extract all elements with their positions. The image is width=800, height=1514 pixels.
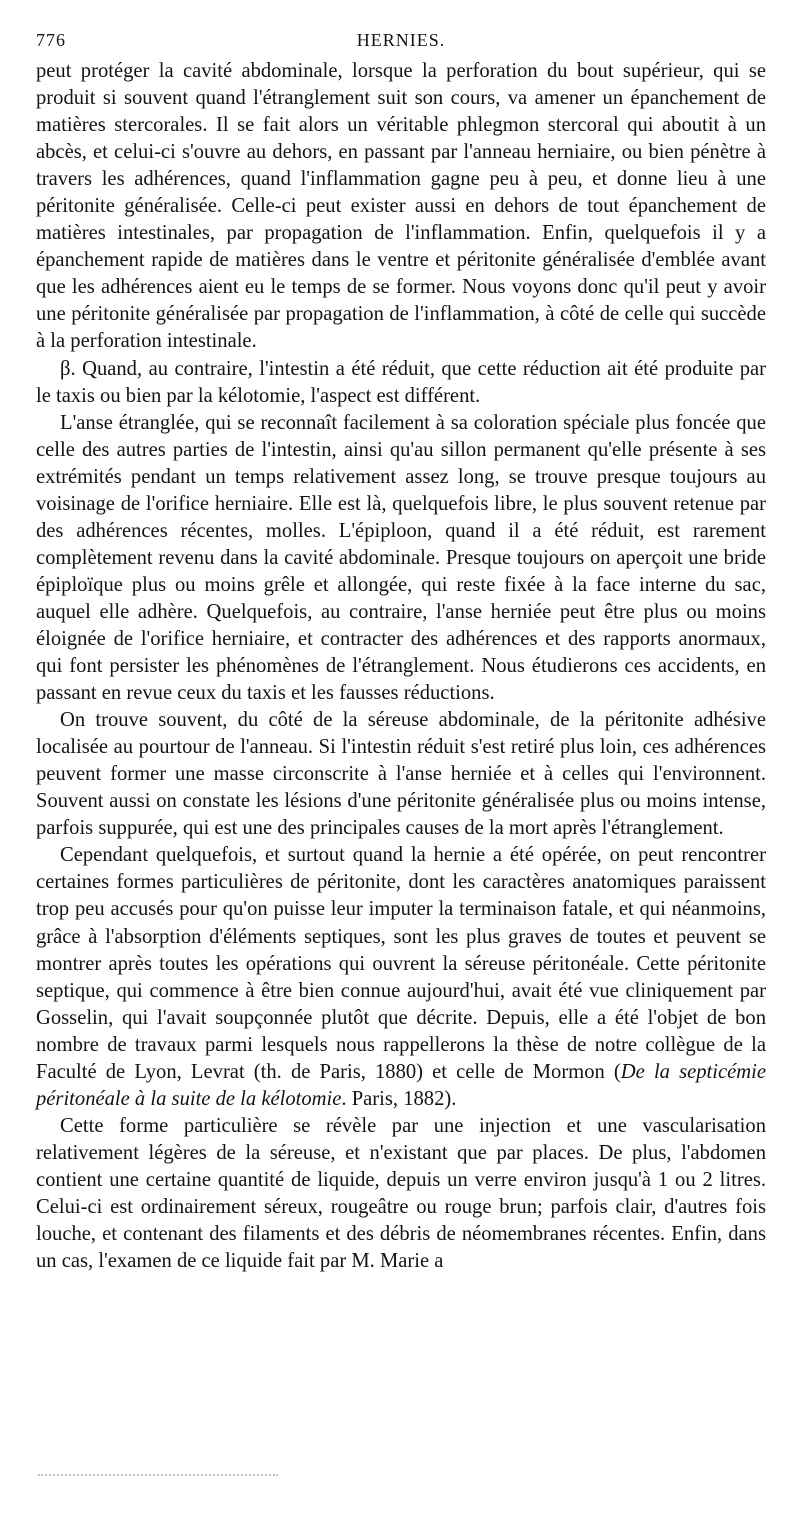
paragraph-septic-peritonitis [36,842,766,1112]
paragraph-beta: β. Quand, au contraire, l'intestin a été réduit, que cette réduction ait été produite par le taxis ou bien par la kélotomie, l'aspect est différent. [36,357,766,407]
page-number: 776 [36,30,66,50]
citation-tail: . Paris, 1882). [341,1087,457,1110]
footer-signature-rule [38,1474,278,1476]
book-page [36,30,766,1275]
paragraph-particular-form: Cette forme particulière se révèle par une injection et une vascularisation relativement légères de la séreuse, et n'existant que par places. De plus, l'abdomen contient une certaine quantité de liquide, depuis un verre environ jusqu'à 1 ou 2 litres. Celui-ci est ordinairement séreux, rougeâtre ou rouge brun; parfois clair, d'autres fois louche, et contenant des filaments et des débris de néomembranes récentes. Enfin, dans un cas, l'examen de ce liquide fait par M. Marie a [36,1114,766,1273]
paragraph-continuation: peut protéger la cavité abdominale, lorsque la perforation du bout supérieur, qui se produit si souvent quand l'étranglement suit son cours, va amener un épanchement de matières stercorales. Il se fait alors un véritable phlegmon stercoral qui aboutit à un abcès, et celui-ci s'ouvre au dehors, en passant par l'anneau herniaire, ou bien pénètre à travers les adhérences, quand l'inflammation gagne peu à peu, et donne lieu à une péritonite généralisée. Celle-ci peut exister aussi en dehors de tout épanchement de matières intestinales, par propagation de l'inflammation. Enfin, quelquefois il y a épanchement rapide de matières dans le ventre et péritonite généralisée d'emblée avant que les adhérences aient eu le temps de se former. Nous voyons donc qu'il peut y avoir une péritonite généralisée par propagation de l'inflammation, à côté de celle qui succède à la perforation intestinale. [36,60,766,353]
page-header [36,30,766,58]
paragraph-anse-etranglee: L'anse étranglée, qui se reconnaît facilement à sa coloration spéciale plus foncée que celle des autres parties de l'intestin, ainsi qu'au sillon permanent qu'elle présente à ses extrémités pendant un temps relativement assez long, se trouve presque toujours au voisinage de l'orifice herniaire. Elle est là, quelquefois libre, le plus souvent retenue par des adhérences récentes, molles. L'épiploon, quand il a été réduit, est rarement complètement revenu dans la cavité abdominale. Presque toujours on aperçoit une bride épiploïque plus ou moins grêle et allongée, qui reste fixée à la face interne du sac, auquel elle adhère. Quelquefois, au contraire, l'anse herniée peut être plus ou moins éloignée de l'orifice herniaire, et contracter des adhérences et des rapports anormaux, qui font persister les phénomènes de l'étranglement. Nous étudierons ces accidents, en passant en revue ceux du taxis et les fausses réductions. [36,411,766,705]
paragraph-septic-text: Cependant quelquefois, et surtout quand la hernie a été opérée, on peut rencontrer certaines formes particulières de péritonite, dont les caractères anatomiques paraissent trop peu accusés pour qu'on puisse leur imputer la terminaison fatale, et qui néanmoins, grâce à l'absorption d'éléments septiques, sont les plus graves de toutes et peuvent se montrer après toutes les opérations qui ouvrent la séreuse péritonéale. Cette péritonite septique, qui commence à être bien connue aujourd'hui, avait été vue cliniquement par Gosselin, qui l'avait soupçonnée plutôt que décrite. Depuis, elle a été l'objet de bon nombre de travaux parmi lesquels nous rappellerons la thèse de notre collègue de la Faculté de Lyon, Levrat (th. de Paris, 1880) et celle de Mormon ( [36,844,766,1083]
body-text [36,58,766,1275]
running-title: HERNIES. [356,30,446,50]
paragraph-serous-findings: On trouve souvent, du côté de la séreuse abdominale, de la péritonite adhésive localisée au pourtour de l'anneau. Si l'intestin réduit s'est retiré plus loin, ces adhérences peuvent former une masse circonscrite à l'anse herniée et à celles qui l'environnent. Souvent aussi on constate les lésions d'une péritonite généralisée plus ou moins intense, parfois suppurée, qui est une des principales causes de la mort après l'étranglement. [36,709,766,840]
cited-thesis-title: De la septicémie péritonéale à la suite de la kélotomie [36,1060,766,1110]
